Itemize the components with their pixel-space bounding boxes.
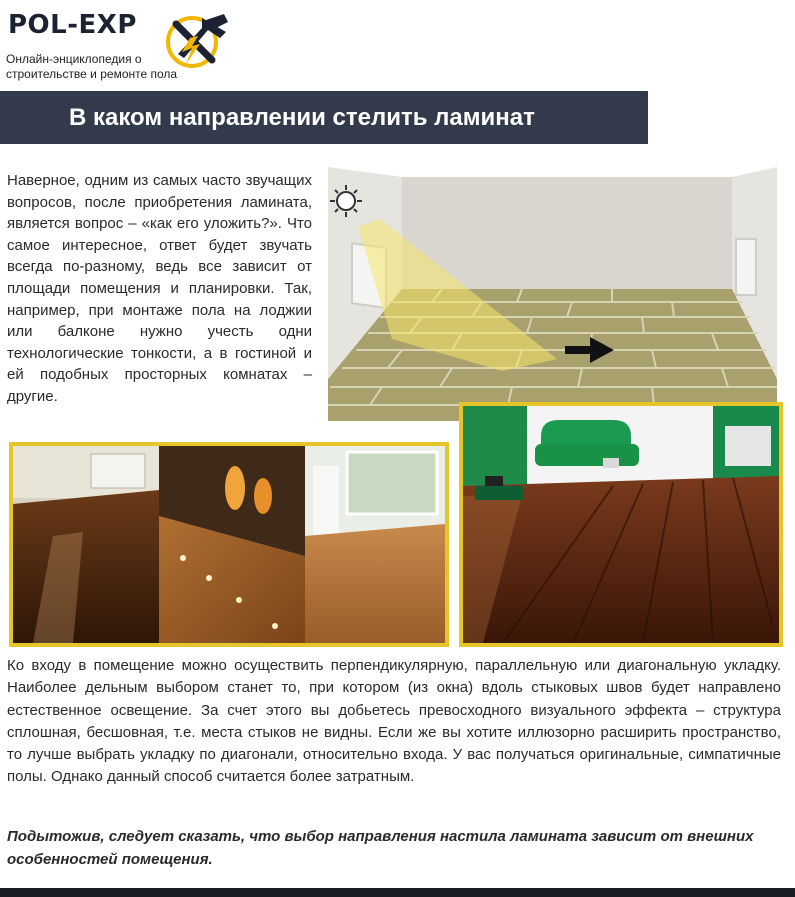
logo-tagline (6, 52, 177, 82)
logo-text: POL-EXP (8, 10, 137, 40)
site-logo[interactable] (6, 6, 246, 86)
title-bar (0, 91, 648, 144)
room-diagram (322, 159, 782, 431)
bottom-border (0, 888, 795, 897)
intro-paragraph: Наверное, одним из самых часто звучащих вопросов, после приобретения ламината, является вопрос – «как его уложить?». Что самое интересное, ответ будет звучать всегда по-разному, ведь все зависит от площади помещения и планировки. Так, например, при монтаже пола на лоджии или балконе нужно учесть одни технологические тонкости, а в гостиной и ей подобных просторных комнатах – другие. (7, 172, 312, 405)
photo-laminate-collage (9, 442, 449, 647)
photo-dark-laminate-room (459, 402, 783, 647)
article-title: В каком направлении стелить ламинат (69, 103, 535, 131)
tagline-line-1: Онлайн-энциклопедия о (6, 52, 142, 66)
summary-paragraph: Подытожив, следует сказать, что выбор направления настила ламината зависит от внешних особенностей помещения. (7, 828, 754, 868)
body-paragraph: Ко входу в помещение можно осуществить перпендикулярную, параллельную или диагональную укладку. Наиболее дельным выбором станет то, при котором (из окна) вдоль стыковых швов будет направлено естественное освещение. За счет этого вы добьетесь превосходного визуального эффекта – структура сплошная, бесшовная, т.е. места стыков не видны. Если же вы хотите иллюзорно расширить пространство, то лучше выбрать укладку по диагонали, относительно входа. У вас получаться оригинальные, симпатичные полы. Однако данный способ считается более затратным. (7, 657, 781, 786)
tagline-line-2: строительстве и ремонте пола (6, 67, 178, 81)
